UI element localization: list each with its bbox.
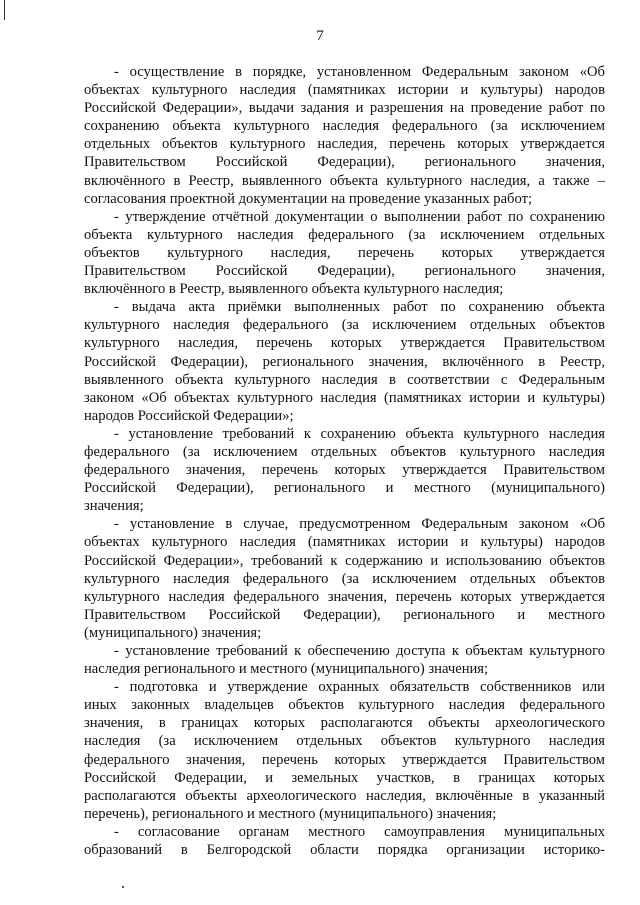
text-line: значения;: [84, 498, 144, 515]
paragraph: [84, 425, 605, 515]
text-line: включённого в Реестр, выявленного объекта культурного наследия, а также –: [84, 172, 605, 189]
text-line: иных законных владельцев объектов культурного наследия федерального: [84, 697, 605, 714]
text-line: культурного наследия, перечень которых утверждается Правительством: [84, 335, 605, 352]
paragraph: [84, 63, 605, 208]
text-line: - согласование органам местного самоуправления муниципальных: [114, 823, 605, 840]
text-line: - осуществление в порядке, установленном Федеральным законом «Об: [114, 64, 605, 80]
paragraph: [84, 678, 605, 823]
text-line: - установление в случае, предусмотренном Федеральным законом «Об: [114, 516, 605, 533]
text-line: - утверждение отчётной документации о выполнении работ по сохранению: [114, 208, 605, 225]
text-line: располагаются объекты археологического наследия, включённые в указанный: [84, 787, 605, 804]
text-line: Правительством Российской Федерации), регионального значения,: [84, 263, 605, 280]
text-line: - выдача акта приёмки выполненных работ по сохранению объекта: [114, 299, 605, 316]
paragraph: [84, 642, 605, 678]
text-line: согласования проектной документации на проведение указанных работ;: [84, 190, 533, 207]
text-line: - подготовка и утверждение охранных обязательств собственников или: [114, 679, 605, 696]
paragraph: [84, 515, 605, 642]
text-line: федерального значения, перечень которых утверждается Правительством: [84, 462, 605, 479]
text-line: (муниципального) значения;: [84, 624, 262, 641]
paragraph: [84, 823, 605, 859]
scan-margin-mark: [4, 0, 5, 20]
text-line: Правительством Российской Федерации), регионального и местного: [84, 606, 605, 623]
text-line: объектов культурного наследия, перечень которых утверждается: [84, 244, 605, 261]
text-line: объектах культурного наследия (памятниках истории и культуры) народов: [84, 534, 605, 551]
text-line: Российской Федерации», выдачи задания и разрешения на проведение работ по: [84, 100, 605, 117]
text-line: значения, в границах которых располагаются объекты археологического: [84, 715, 605, 732]
text-line: сохранению объекта культурного наследия федерального (за исключением: [84, 118, 605, 135]
text-line: культурного наследия федерального значения, перечень которых утверждается: [84, 588, 605, 605]
text-line: федерального (за исключением отдельных объектов культурного наследия: [84, 443, 605, 460]
scan-speck: [122, 886, 124, 888]
text-line: Российской Федерации), регионального и местного (муниципального): [84, 480, 605, 497]
paragraph: [84, 208, 605, 298]
text-line: Российской Федерации», требований к содержанию и использованию объектов: [84, 552, 605, 569]
text-line: народов Российской Федерации»;: [84, 407, 294, 424]
text-line: Российской Федерации), регионального значения, включённого в Реестр,: [84, 353, 605, 370]
text-line: законом «Об объектах культурного наследия (памятниках истории и культуры): [84, 389, 605, 406]
text-line: культурного наследия федерального (за исключением отдельных объектов: [84, 570, 605, 587]
text-line: выявленного объекта культурного наследия в соответствии с Федеральным: [84, 371, 605, 388]
text-line: перечень), регионального и местного (муниципального) значения;: [84, 805, 497, 822]
text-line: культурного наследия федерального (за исключением отдельных объектов: [84, 317, 605, 334]
text-line: объектах культурного наследия (памятниках истории и культуры) народов: [84, 82, 605, 99]
text-line: включённого в Реестр, выявленного объекта культурного наследия;: [84, 281, 504, 298]
text-line: - установление требований к сохранению объекта культурного наследия: [114, 425, 605, 442]
paragraph: [84, 298, 605, 425]
text-line: отдельных объектов культурного наследия, перечень которых утверждается: [84, 136, 605, 153]
text-line: наследия (за исключением отдельных объектов культурного наследия: [84, 733, 605, 750]
text-line: объекта культурного наследия федерального (за исключением отдельных: [84, 226, 605, 243]
text-line: Правительством Российской Федерации), регионального значения,: [84, 154, 605, 171]
page-number: 7: [316, 28, 324, 44]
text-line: - установление требований к обеспечению доступа к объектам культурного: [114, 643, 605, 659]
document-body: [84, 63, 605, 859]
text-line: наследия регионального и местного (муниципального) значения;: [84, 661, 489, 678]
text-line: образований в Белгородской области порядка организации историко-: [84, 842, 605, 859]
text-line: федерального значения, перечень которых утверждается Правительством: [84, 751, 605, 768]
text-line: Российской Федерации, и земельных участков, в границах которых: [84, 769, 605, 786]
